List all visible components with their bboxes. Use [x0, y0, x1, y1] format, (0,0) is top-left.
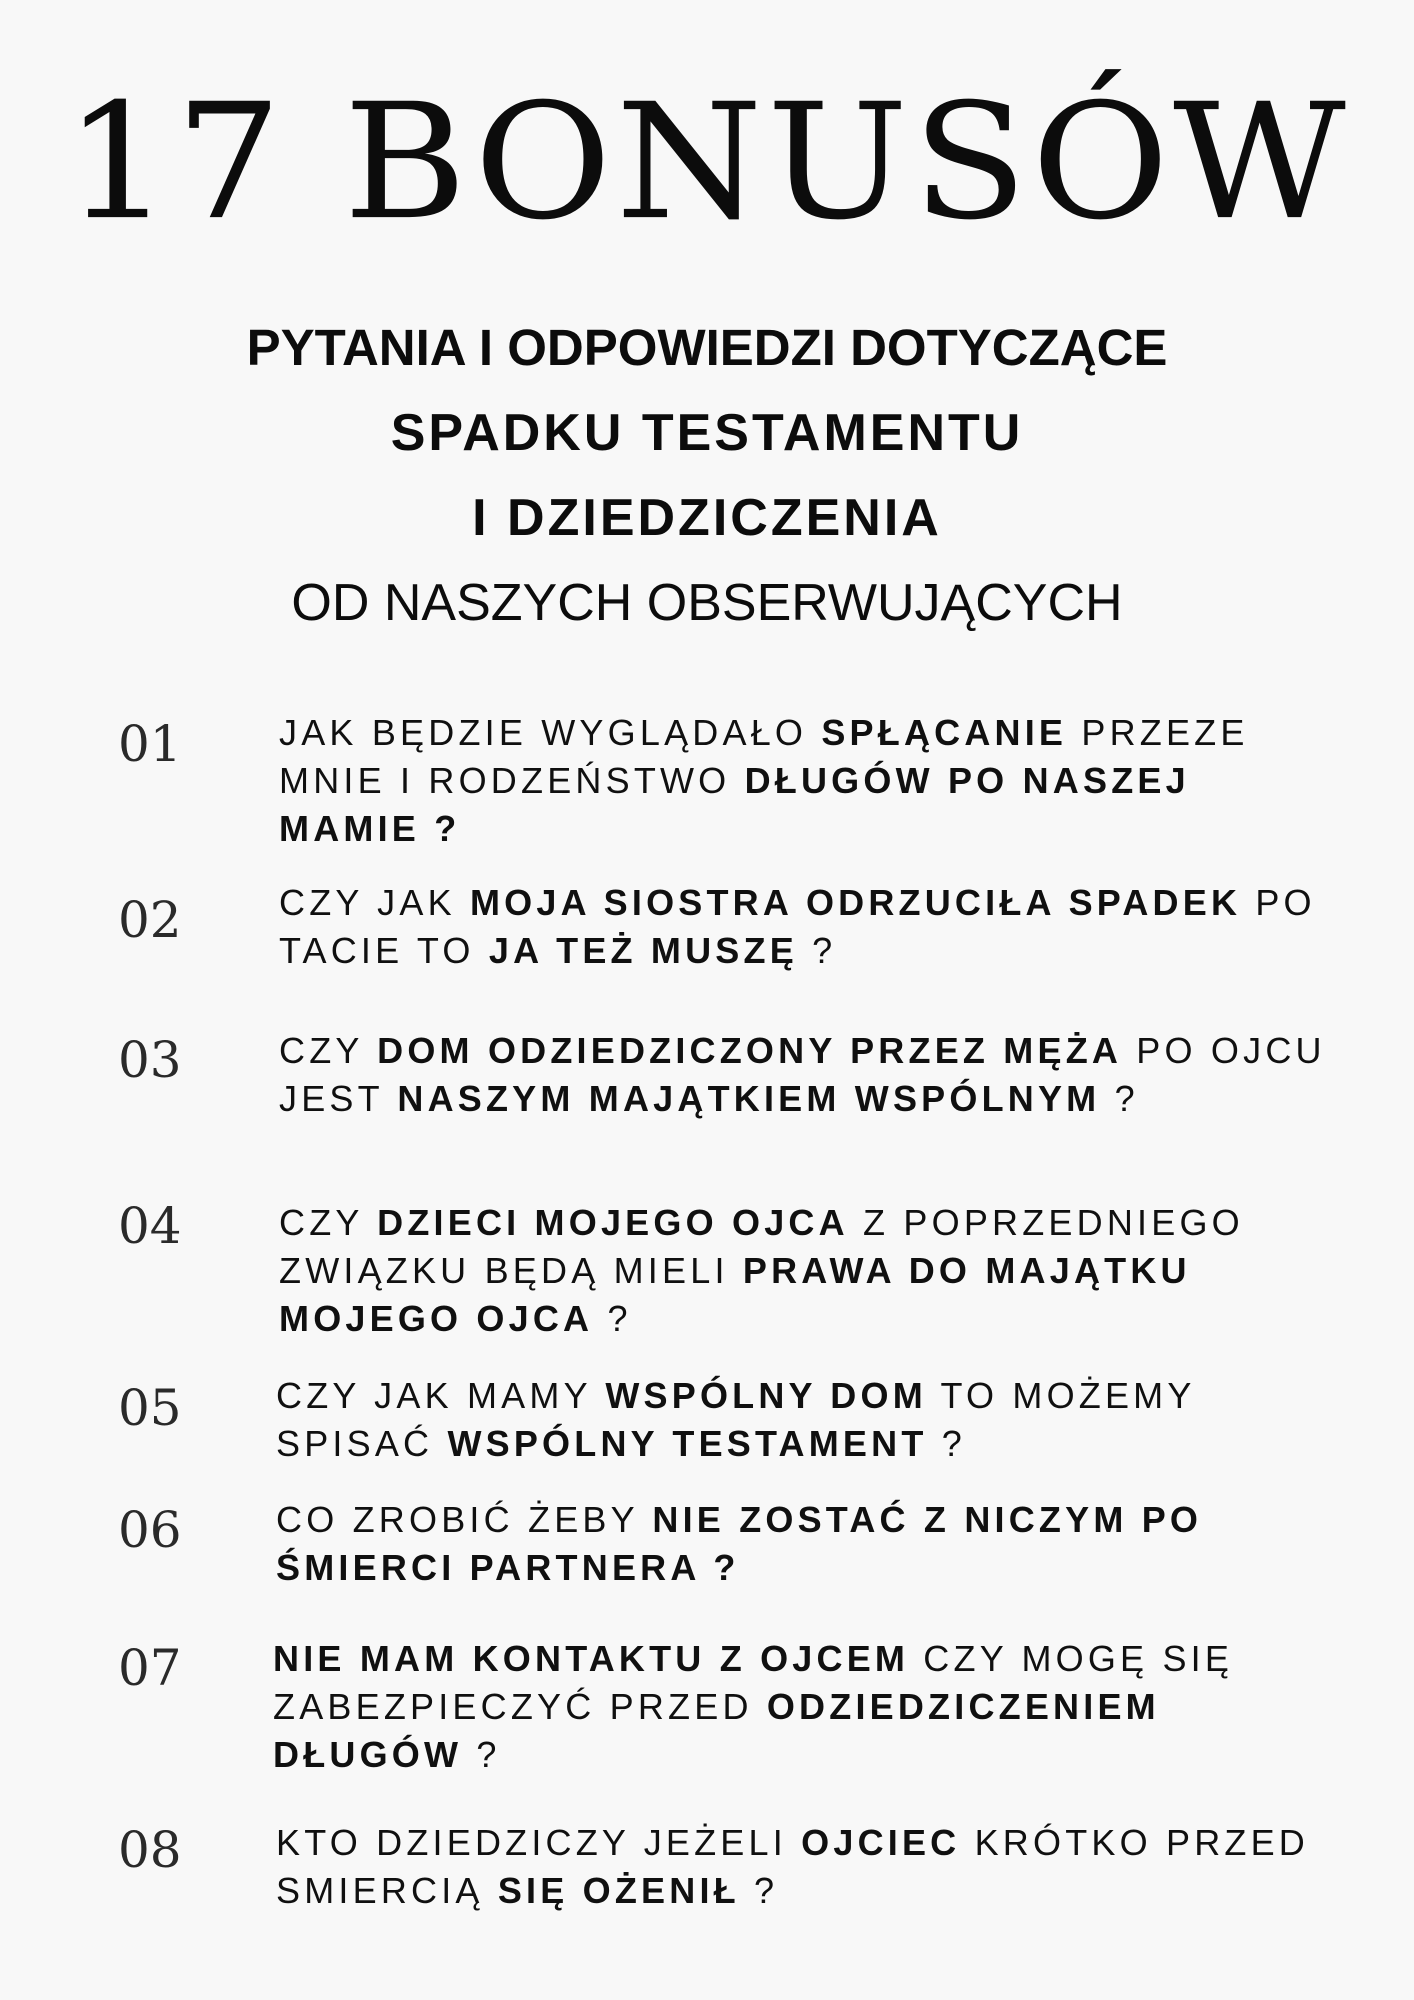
question-emphasis: NIE ZOSTAĆ Z NICZYM PO ŚMIERCI PARTNERA ? — [276, 1499, 1203, 1588]
question-emphasis: DŁUGÓW PO NASZEJ MAMIE ? — [279, 760, 1190, 849]
question-emphasis: NIE MAM KONTAKTU Z OJCEM — [273, 1638, 910, 1679]
question-run: CZY JAK MAMY — [276, 1375, 606, 1416]
question-run: TO MOŻEMY SPISAĆ — [276, 1375, 1195, 1464]
question-text-08 — [276, 1819, 1336, 1915]
question-text-03 — [279, 1027, 1339, 1123]
question-number-08: 08 — [118, 1821, 182, 1879]
question-text-07 — [273, 1635, 1333, 1779]
question-run: ? — [462, 1734, 501, 1775]
question-run: ? — [1100, 1078, 1139, 1119]
question-emphasis: PRAWA DO MAJĄTKU MOJEGO OJCA — [279, 1250, 1191, 1339]
question-emphasis: ODZIEDZICZENIEM DŁUGÓW — [273, 1686, 1160, 1775]
question-run: ? — [739, 1870, 779, 1911]
page-title: 17 BONUSÓW — [64, 68, 1350, 256]
question-text-01 — [279, 709, 1339, 853]
question-run: CZY — [279, 1202, 378, 1243]
question-run: JAK BĘDZIE WYGLĄDAŁO — [279, 712, 822, 753]
question-text-05 — [276, 1372, 1336, 1468]
question-number-03: 03 — [118, 1031, 182, 1089]
question-number-02: 02 — [118, 891, 182, 949]
question-run: CO ZROBIĆ ŻEBY — [276, 1499, 653, 1540]
question-run: PO OJCU JEST — [279, 1030, 1326, 1119]
heading-line-2: SPADKU TESTAMENTU — [390, 404, 1024, 462]
question-number-07: 07 — [118, 1639, 182, 1697]
question-emphasis: DOM ODZIEDZICZONY PRZEZ MĘŻA — [377, 1030, 1123, 1071]
heading-line-4: OD NASZYCH OBSERWUJĄCYCH — [291, 574, 1123, 632]
question-run: KTO DZIEDZICZY JEŻELI — [276, 1822, 802, 1863]
question-run: CZY JAK — [279, 882, 470, 923]
question-text-02 — [279, 879, 1339, 975]
question-run: Z POPRZEDNIEGO ZWIĄZKU BĘDĄ MIELI — [279, 1202, 1244, 1291]
question-run: PO TACIE TO — [279, 882, 1316, 971]
question-text-06 — [276, 1496, 1336, 1592]
question-emphasis: SPŁĄCANIE — [821, 712, 1068, 753]
question-run: PRZEZE MNIE I RODZEŃSTWO — [279, 712, 1249, 801]
question-emphasis: WSPÓLNY DOM — [605, 1375, 927, 1416]
question-emphasis: OJCIEC — [801, 1822, 961, 1863]
question-run: ? — [593, 1298, 632, 1339]
question-emphasis: MOJA SIOSTRA ODRZUCIŁA SPADEK — [469, 882, 1242, 923]
question-emphasis: DZIECI MOJEGO OJCA — [377, 1202, 849, 1243]
question-number-04: 04 — [118, 1197, 182, 1255]
question-run: CZY MOGĘ SIĘ ZABEZPIECZYĆ PRZED — [273, 1638, 1234, 1727]
question-run: ? — [927, 1423, 966, 1464]
question-emphasis: JA TEŻ MUSZĘ — [488, 930, 798, 971]
question-number-01: 01 — [118, 715, 182, 773]
question-emphasis: SIĘ OŻENIŁ — [497, 1870, 740, 1911]
question-run: CZY — [279, 1030, 378, 1071]
question-run: ? — [797, 930, 837, 971]
question-run: KRÓTKO PRZED SMIERCIĄ — [276, 1822, 1310, 1911]
question-number-06: 06 — [118, 1501, 182, 1559]
question-text-04 — [279, 1199, 1339, 1343]
question-emphasis: WSPÓLNY TESTAMENT — [447, 1423, 928, 1464]
question-number-05: 05 — [118, 1379, 182, 1437]
question-emphasis: NASZYM MAJĄTKIEM WSPÓLNYM — [397, 1078, 1101, 1119]
heading-line-3: I DZIEDZICZENIA — [472, 489, 942, 547]
heading-line-1: PYTANIA I ODPOWIEDZI DOTYCZĄCE — [246, 319, 1168, 376]
